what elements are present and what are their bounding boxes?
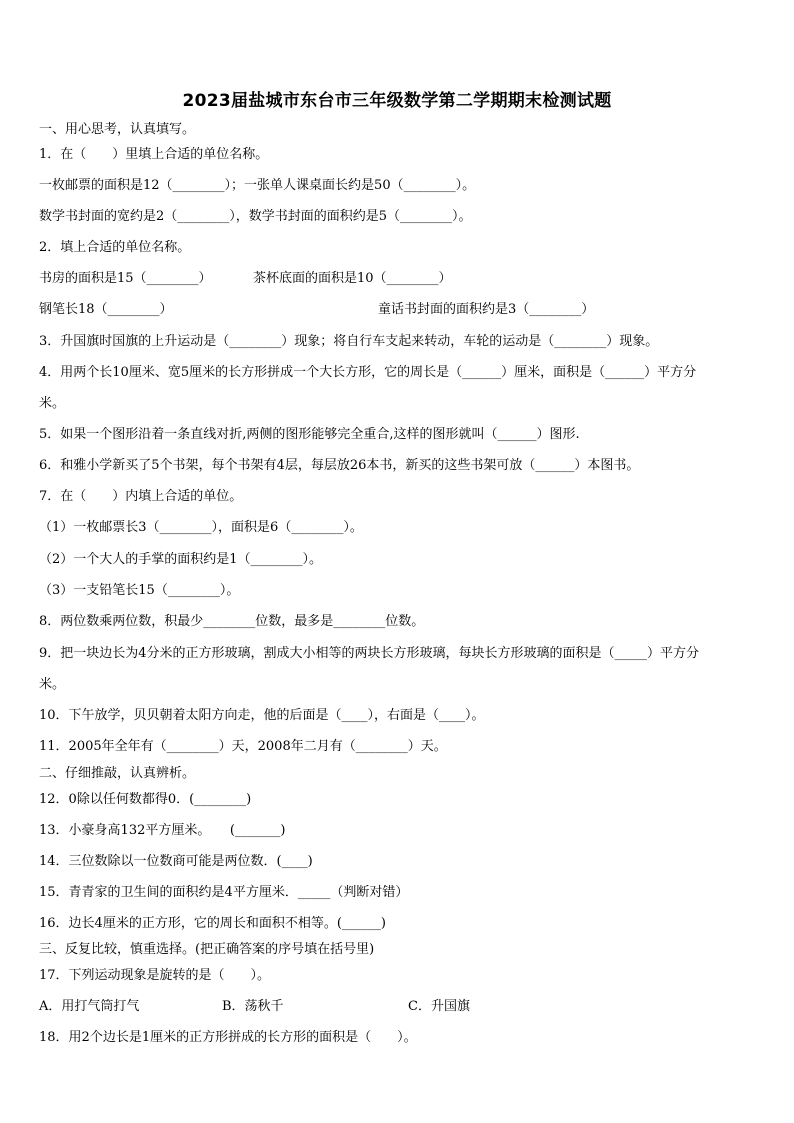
question-12: 12．0除以任何数都得0．(________)	[39, 792, 252, 807]
question-2-item-c: 钢笔长18（________）	[39, 302, 173, 317]
question-7: 7．在（ ）内填上合适的单位。	[39, 489, 243, 504]
question-2-item-b: 茶杯底面的面积是10（________）	[253, 271, 452, 286]
question-16: 16．边长4厘米的正方形，它的周长和面积不相等。(______)	[39, 916, 386, 931]
question-2: 2．填上合适的单位名称。	[39, 240, 191, 255]
question-17-option-a: A．用打气筒打气	[39, 999, 140, 1014]
question-2-item-a: 书房的面积是15（________）	[39, 271, 212, 286]
question-4-cont: 米。	[39, 396, 66, 411]
question-8: 8．两位数乘两位数，积最少________位数，最多是________位数。	[39, 614, 425, 629]
question-17-option-c: C．升国旗	[408, 999, 470, 1014]
question-2-item-d: 童话书封面的面积约是3（________）	[378, 302, 595, 317]
question-1-line-1: 一枚邮票的面积是12（________）；一张单人课桌面长约是50（________）。	[39, 178, 476, 193]
question-11: 11．2005年全年有（________）天，2008年二月有（________）天。	[39, 739, 447, 754]
question-13: 13．小豪身高132平方厘米。 (_______)	[39, 823, 286, 838]
section-1-heading: 一、用心思考，认真填写。	[39, 122, 196, 137]
question-17: 17．下列运动现象是旋转的是（ ）。	[39, 968, 271, 983]
question-1-line-2: 数学书封面的宽约是2（________），数学书封面的面积约是5（________）。	[39, 209, 472, 224]
question-4: 4．用两个长10厘米、宽5厘米的长方形拼成一个大长方形，它的周长是（______）厘米，面积是（______）平方分	[39, 365, 697, 380]
section-3-heading: 三、反复比较，慎重选择。(把正确答案的序号填在括号里)	[39, 942, 375, 957]
question-9-cont: 米。	[39, 677, 66, 692]
question-10: 10．下午放学，贝贝朝着太阳方向走，他的后面是（____），右面是（____）。	[39, 708, 485, 723]
question-9: 9．把一块边长为4分米的正方形玻璃，割成大小相等的两块长方形玻璃，每块长方形玻璃的面积是（_____）平方分	[39, 646, 700, 661]
section-2-heading: 二、仔细推敲，认真辨析。	[39, 766, 196, 781]
question-7-item-2: （2）一个大人的手掌的面积约是1（________）。	[39, 552, 323, 567]
question-15: 15．青青家的卫生间的面积约是4平方厘米．_____（判断对错）	[39, 885, 409, 900]
question-1: 1．在（ ）里填上合适的单位名称。	[39, 147, 269, 162]
question-3: 3．升国旗时国旗的上升运动是（________）现象；将自行车支起来转动，车轮的运动是（________）现象。	[39, 334, 659, 349]
question-7-item-1: （1）一枚邮票长3（________），面积是6（________）。	[39, 520, 363, 535]
page-title: 2023届盐城市东台市三年级数学第二学期期末检测试题	[182, 91, 612, 111]
question-7-item-3: （3）一支铅笔长15（________）。	[39, 583, 240, 598]
question-14: 14．三位数除以一位数商可能是两位数．(____)	[39, 854, 313, 869]
question-17-option-b: B．荡秋千	[222, 999, 284, 1014]
question-6: 6．和雅小学新买了5个书架，每个书架有4层，每层放26本书，新买的这些书架可放（______）本图书。	[39, 458, 640, 473]
question-5: 5．如果一个图形沿着一条直线对折,两侧的图形能够完全重合,这样的图形就叫（______）图形.	[39, 427, 580, 442]
question-18: 18．用2个边长是1厘米的正方形拼成的长方形的面积是（ ）。	[39, 1030, 417, 1045]
